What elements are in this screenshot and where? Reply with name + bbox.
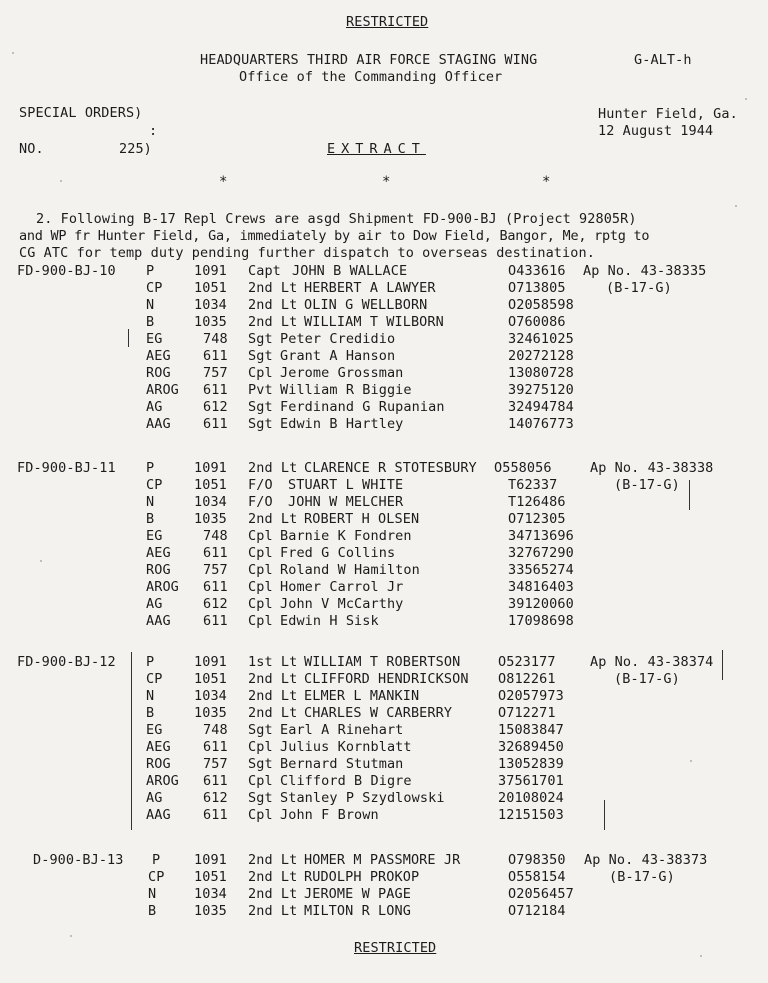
scan-speck [745, 98, 747, 100]
classification-top: RESTRICTED [346, 14, 429, 30]
crew-member-row: AAG 611 Sgt Edwin B Hartley 14076773 [146, 416, 574, 432]
scan-speck [70, 935, 72, 937]
crew-member-row: CP 1051 2nd Lt HERBERT A LAWYER O713805 [146, 280, 566, 296]
aircraft-type: (B-17-G) [614, 671, 680, 687]
crew-member-row: ROG 757 Cpl Roland W Hamilton 33565274 [146, 562, 574, 578]
crew-member-row: AG 612 Sgt Ferdinand G Rupanian 32494784 [146, 399, 574, 415]
crew-member-row: N 1034 2nd Lt JEROME W PAGE O2056457 [148, 886, 574, 902]
crew-member-row: B 1035 2nd Lt MILTON R LONG O712184 [148, 903, 566, 919]
crew-member-row: P 1091 1st Lt WILLIAM T ROBERTSON O523177 [146, 654, 556, 670]
scan-speck [12, 52, 14, 54]
paragraph-line-3: CG ATC for temp duty pending further dispatch to overseas destination. [19, 245, 595, 261]
crew-member-row: AEG 611 Cpl Fred G Collins 32767290 [146, 545, 574, 561]
extract-heading: EXTRACT [327, 141, 426, 157]
aircraft-type: (B-17-G) [614, 477, 680, 493]
crew-member-row: P 1091 2nd Lt HOMER M PASSMORE JR O798350 [152, 852, 566, 868]
paragraph-line-1: 2. Following B-17 Repl Crews are asgd Shipment FD-900-BJ (Project 92805R) [36, 211, 637, 227]
crew-member-row: EG 748 Cpl Barnie K Fondren 34713696 [146, 528, 574, 544]
crew-id: D-900-BJ-13 [33, 852, 124, 868]
crew-member-row: N 1034 F/O JOHN W MELCHER T126486 [146, 494, 566, 510]
aircraft-number: Ap No. 43-38338 [590, 460, 714, 476]
separator-star-1: * [219, 174, 228, 190]
crew-member-row: B 1035 2nd Lt WILLIAM T WILBORN O760086 [146, 314, 566, 330]
paragraph-line-2: and WP fr Hunter Field, Ga, immediately by air to Dow Field, Bangor, Me, rptg to [19, 228, 650, 244]
crew-member-row: P 1091 Capt JOHN B WALLACE O433616 [146, 263, 566, 279]
crew-member-row: AG 612 Cpl John V McCarthy 39120060 [146, 596, 574, 612]
special-orders-label: SPECIAL ORDERS) [19, 105, 143, 121]
crew-member-row: EG 748 Sgt Peter Credidio 32461025 [146, 331, 574, 347]
crew-member-row: EG 748 Sgt Earl A Rinehart 15083847 [146, 722, 564, 738]
office-heading: Office of the Commanding Officer [239, 69, 503, 85]
crew-member-row: CP 1051 F/O STUART L WHITE T62337 [146, 477, 558, 493]
crew-member-row: AEG 611 Cpl Julius Kornblatt 32689450 [146, 739, 564, 755]
unit-heading: HEADQUARTERS THIRD AIR FORCE STAGING WING [200, 52, 538, 68]
order-number: 225) [119, 141, 152, 157]
aircraft-type: (B-17-G) [606, 280, 672, 296]
crew-member-row: AROG 611 Cpl Homer Carrol Jr 34816403 [146, 579, 574, 595]
aircraft-number: Ap No. 43-38373 [584, 852, 708, 868]
aircraft-type: (B-17-G) [609, 869, 675, 885]
location: Hunter Field, Ga. [598, 106, 738, 122]
crew-member-row: AAG 611 Cpl Edwin H Sisk 17098698 [146, 613, 574, 629]
crew-member-row: ROG 757 Sgt Bernard Stutman 13052839 [146, 756, 564, 772]
crew-member-row: AROG 611 Cpl Clifford B Digre 37561701 [146, 773, 564, 789]
classification-bottom: RESTRICTED [354, 940, 437, 956]
crew-member-row: CP 1051 2nd Lt CLIFFORD HENDRICKSON O812261 [146, 671, 556, 687]
crew-member-row: CP 1051 2nd Lt RUDOLPH PROKOP O558154 [148, 869, 566, 885]
crew-id: FD-900-BJ-12 [17, 654, 116, 670]
crew-member-row: AROG 611 Pvt William R Biggie 39275120 [146, 382, 574, 398]
crew-member-row: B 1035 2nd Lt ROBERT H OLSEN O712305 [146, 511, 566, 527]
order-number-label: NO. [19, 141, 44, 157]
separator-star-2: * [382, 174, 391, 190]
crew-member-row: B 1035 2nd Lt CHARLES W CARBERRY O712271 [146, 705, 556, 721]
scan-speck [735, 205, 737, 207]
reference-code: G-ALT-h [634, 52, 692, 68]
crew-id: FD-900-BJ-11 [17, 460, 116, 476]
scan-speck [40, 560, 42, 562]
crew-member-row: ROG 757 Cpl Jerome Grossman 13080728 [146, 365, 574, 381]
crew-member-row: AEG 611 Sgt Grant A Hanson 20272128 [146, 348, 574, 364]
aircraft-number: Ap No. 43-38374 [590, 654, 714, 670]
crew-member-row: N 1034 2nd Lt OLIN G WELLBORN O2058598 [146, 297, 574, 313]
separator-star-3: * [542, 174, 551, 190]
scan-speck [700, 955, 702, 957]
scan-speck [690, 760, 692, 762]
crew-member-row: AAG 611 Cpl John F Brown 12151503 [146, 807, 564, 823]
crew-member-row: P 1091 2nd Lt CLARENCE R STOTESBURY O558056 [146, 460, 552, 476]
crew-member-row: AG 612 Sgt Stanley P Szydlowski 20108024 [146, 790, 564, 806]
scan-speck [60, 180, 62, 182]
crew-id: FD-900-BJ-10 [17, 263, 116, 279]
crew-member-row: N 1034 2nd Lt ELMER L MANKIN O2057973 [146, 688, 564, 704]
aircraft-number: Ap No. 43-38335 [583, 263, 707, 279]
orders-colon: : [149, 123, 158, 139]
order-date: 12 August 1944 [598, 123, 714, 139]
